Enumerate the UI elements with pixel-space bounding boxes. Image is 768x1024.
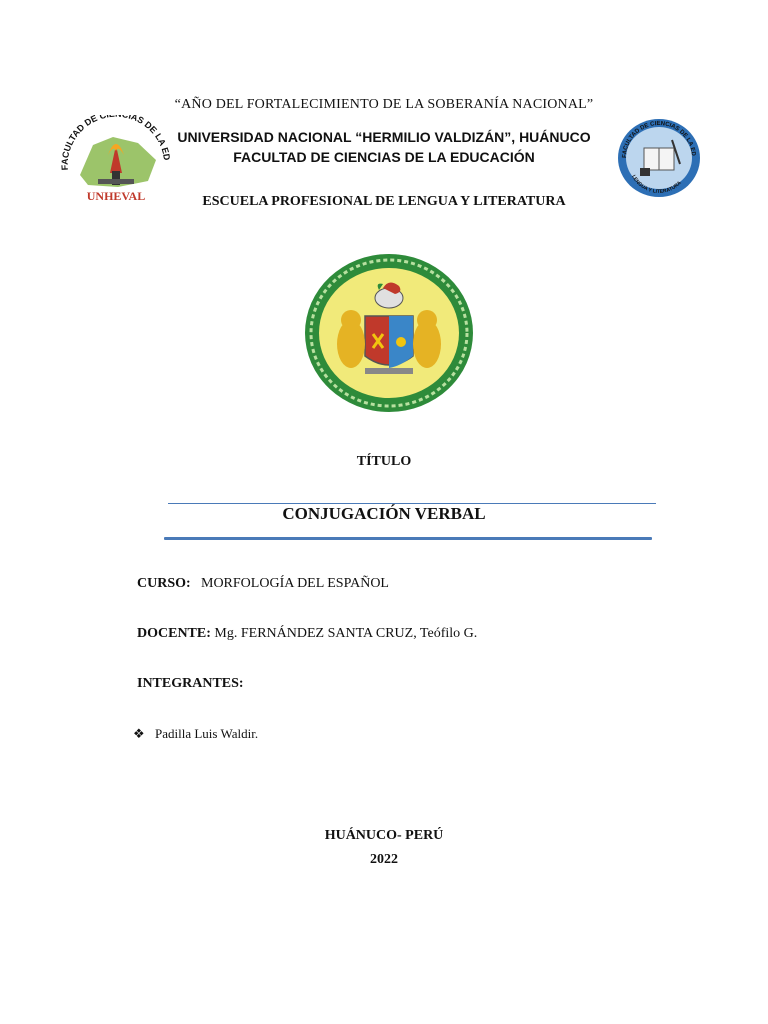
diamond-bullet-icon: ❖	[133, 726, 145, 741]
left-logo-ring-text: FACULTAD DE C IAS DE LA ED	[59, 115, 173, 171]
teacher-value: Mg. FERNÁNDEZ SANTA CRUZ, Teófilo G.	[214, 626, 478, 641]
members-label: INTEGRANTES:	[137, 676, 244, 691]
member-name: Padilla Luis Waldir.	[155, 726, 259, 741]
unheval-banner: UNHEVAL	[86, 189, 146, 203]
place: HUÁNUCO- PERÚ	[324, 828, 444, 843]
title-rule-bottom	[164, 537, 652, 540]
school-name: ESCUELA PROFESIONAL DE LENGUA Y LITERATURA	[202, 194, 566, 209]
document-title: CONJUGACIÓN VERBAL	[282, 504, 486, 523]
teacher-field	[137, 626, 477, 642]
university-name: UNIVERSIDAD NACIONAL “HERMILIO VALDIZÁN”, HUÁNUCO	[177, 129, 591, 145]
right-logo-bottom-text: LENGUA Y LITERATURA	[630, 174, 683, 195]
course-label: CURSO:	[137, 576, 191, 591]
motto: “AÑO DEL FORTALECIMIENTO DE LA SOBERANÍA NACIONAL”	[174, 97, 594, 112]
list-item	[133, 726, 258, 742]
faculty-logo-right	[614, 118, 704, 205]
teacher-label: DOCENTE:	[137, 626, 211, 641]
course-value: MORFOLOGÍA DEL ESPAÑOL	[201, 576, 389, 591]
right-logo-ring-text: FACULTAD DE CIENCIAS DE LA ED	[621, 120, 696, 159]
title-label: TÍTULO	[356, 454, 412, 469]
year: 2022	[370, 852, 398, 867]
university-seal	[303, 252, 475, 419]
course-field	[137, 576, 389, 592]
faculty-name: FACULTAD DE CIENCIAS DE LA EDUCACIÓN	[233, 149, 535, 165]
